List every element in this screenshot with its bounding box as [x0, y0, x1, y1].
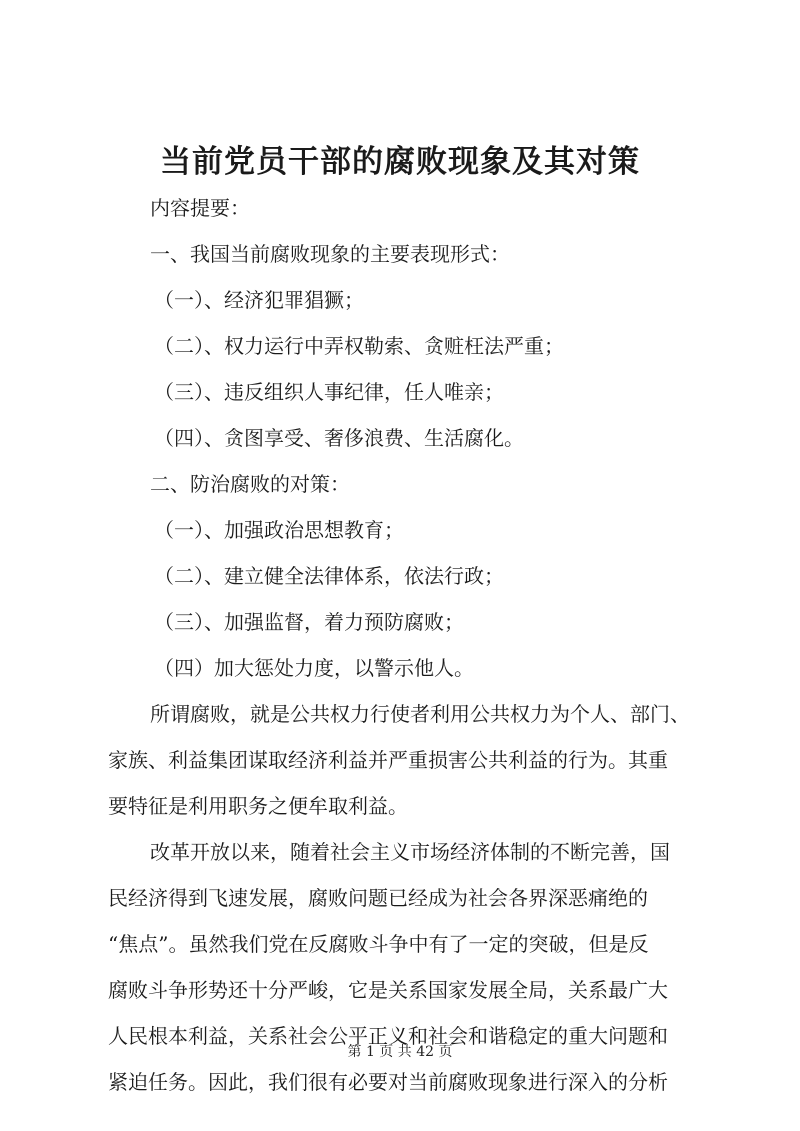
paragraph2-line: “焦点”。虽然我们党在反腐败斗争中有了一定的突破，但是反 — [108, 932, 649, 956]
document-title: 当前党员干部的腐败现象及其对策 — [160, 144, 640, 180]
section2-item: （三）、加强监督，着力预防腐败； — [154, 610, 464, 634]
paragraph2-line: 人民根本利益，关系社会公平正义和社会和谐稳定的重大问题和 — [108, 1024, 668, 1048]
summary-heading: 内容提要： — [150, 196, 250, 220]
paragraph1-line: 要特征是利用职务之便牟取利益。 — [108, 794, 408, 818]
document-body — [108, 185, 712, 1105]
paragraph2-line: 紧迫任务。因此，我们很有必要对当前腐败现象进行深入的分析 — [108, 1070, 668, 1094]
section1-item: （二）、权力运行中弄权勒索、贪赃枉法严重； — [154, 334, 564, 358]
section2-item: （四）加大惩处力度，以警示他人。 — [154, 656, 474, 680]
section2-item: （一）、加强政治思想教育； — [154, 518, 404, 542]
section1-item: （三）、违反组织人事纪律，任人唯亲； — [154, 380, 504, 404]
paragraph2-line: 腐败斗争形势还十分严峻，它是关系国家发展全局，关系最广大 — [108, 978, 668, 1002]
paragraph1-line: 家族、利益集团谋取经济利益并严重损害公共利益的行为。其重 — [108, 748, 668, 772]
paragraph2-line: 改革开放以来，随着社会主义市场经济体制的不断完善，国 — [150, 840, 670, 864]
section1-heading: 一、我国当前腐败现象的主要表现形式： — [150, 242, 510, 266]
section1-item: （四）、贪图享受、奢侈浪费、生活腐化。 — [154, 426, 524, 450]
paragraph2-line: 民经济得到飞速发展，腐败问题已经成为社会各界深恶痛绝的 — [108, 886, 648, 910]
page-number-footer: 第 1 页 共 42 页 — [347, 1044, 453, 1060]
section1-item: （一）、经济犯罪猖獗； — [154, 288, 364, 312]
section2-item: （二）、建立健全法律体系，依法行政； — [154, 564, 504, 588]
section2-heading: 二、防治腐败的对策： — [150, 472, 350, 496]
paragraph1-line: 所谓腐败，就是公共权力行使者利用公共权力为个人、部门、 — [150, 702, 690, 726]
